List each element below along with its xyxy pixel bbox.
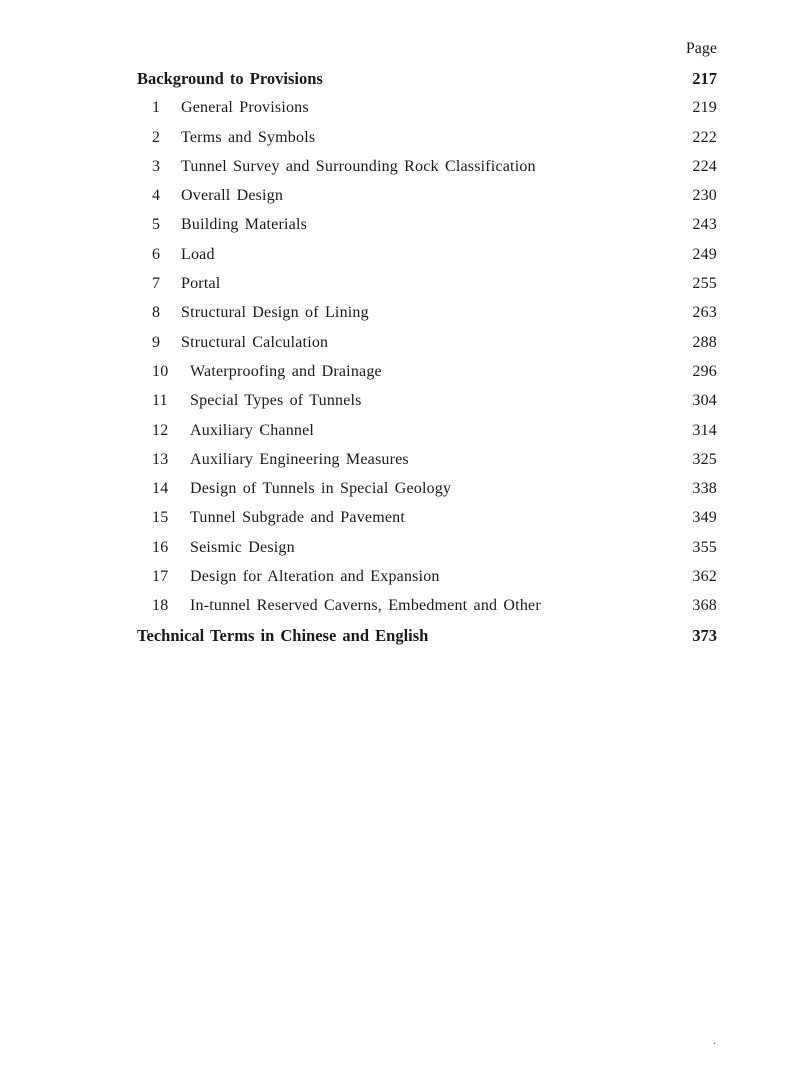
footer-mark: · <box>713 1036 716 1050</box>
toc-item[interactable] <box>137 361 717 390</box>
toc-page-number: 224 <box>692 157 717 175</box>
toc-item-number: 1 <box>152 99 161 117</box>
toc-item[interactable] <box>137 566 717 595</box>
toc-item-title: Load <box>181 245 215 263</box>
toc-item-number: 5 <box>152 216 161 234</box>
toc-item-title: General Provisions <box>181 99 309 117</box>
toc-page-number: 230 <box>692 187 717 205</box>
toc-section-title: Background to Provisions <box>137 69 323 88</box>
toc-item-number: 9 <box>152 333 161 351</box>
toc-item-title: Waterproofing and Drainage <box>190 362 382 380</box>
toc-page-number: 304 <box>692 392 717 410</box>
toc-item-title: Portal <box>181 275 221 293</box>
toc-item-title: Tunnel Subgrade and Pavement <box>190 509 405 527</box>
toc-item-number: 17 <box>152 568 169 586</box>
toc-item-number: 16 <box>152 538 169 556</box>
toc-item[interactable] <box>137 185 717 214</box>
toc-item-title: Design of Tunnels in Special Geology <box>190 480 452 498</box>
toc-item-number: 10 <box>152 362 169 380</box>
toc-item[interactable] <box>137 478 717 507</box>
toc-item[interactable] <box>137 595 717 624</box>
toc-item-title: Design for Alteration and Expansion <box>190 568 440 586</box>
toc-item-number: 13 <box>152 450 169 468</box>
toc-item-number: 2 <box>152 128 161 146</box>
toc-page-number: 249 <box>692 245 717 263</box>
toc-item-title: Structural Design of Lining <box>181 304 369 322</box>
toc-page-number: 325 <box>692 450 717 468</box>
toc-item[interactable] <box>137 273 717 302</box>
toc-item-number: 18 <box>152 597 169 615</box>
toc-item-number: 14 <box>152 480 169 498</box>
toc-section-background[interactable] <box>137 68 717 97</box>
toc-item-title: Terms and Symbols <box>181 128 316 146</box>
toc-page-number: 219 <box>692 99 717 117</box>
toc-page-number: 355 <box>692 538 717 556</box>
toc-item-number: 8 <box>152 304 161 322</box>
table-of-contents <box>137 68 717 654</box>
toc-section-technical-terms[interactable] <box>137 625 717 654</box>
toc-section-title: Technical Terms in Chinese and English <box>137 625 429 645</box>
toc-item[interactable] <box>137 97 717 126</box>
toc-item-number: 6 <box>152 245 161 263</box>
toc-item-number: 7 <box>152 275 161 293</box>
toc-item[interactable] <box>137 537 717 566</box>
toc-item[interactable] <box>137 449 717 478</box>
toc-item-title: Seismic Design <box>190 538 295 556</box>
toc-item-title: Auxiliary Channel <box>190 421 315 439</box>
toc-item-title: Overall Design <box>181 187 284 205</box>
toc-item[interactable] <box>137 156 717 185</box>
toc-item-title: Special Types of Tunnels <box>190 392 362 410</box>
toc-page-number: 222 <box>692 128 717 146</box>
toc-item-number: 3 <box>152 157 161 175</box>
toc-page-number: 243 <box>692 216 717 234</box>
toc-page-number: 338 <box>692 480 717 498</box>
toc-page-number: 296 <box>692 362 717 380</box>
toc-item-number: 4 <box>152 187 161 205</box>
toc-item-title: Auxiliary Engineering Measures <box>190 450 409 468</box>
toc-item[interactable] <box>137 390 717 419</box>
page-column-label: Page <box>685 40 717 57</box>
toc-item[interactable] <box>137 507 717 536</box>
toc-item-number: 11 <box>152 392 168 410</box>
toc-page-number: 368 <box>692 597 717 615</box>
toc-page-number: 255 <box>692 275 717 293</box>
toc-page-number: 263 <box>692 304 717 322</box>
toc-item-number: 15 <box>152 509 169 527</box>
toc-page-number: 314 <box>692 421 717 439</box>
toc-item[interactable] <box>137 420 717 449</box>
toc-item[interactable] <box>137 214 717 243</box>
toc-item-title: Tunnel Survey and Surrounding Rock Classification <box>181 157 536 175</box>
toc-item-title: Building Materials <box>181 216 308 234</box>
toc-item[interactable] <box>137 332 717 361</box>
toc-page-number: 373 <box>692 625 717 645</box>
toc-page-number: 362 <box>692 568 717 586</box>
toc-item[interactable] <box>137 302 717 331</box>
toc-item[interactable] <box>137 127 717 156</box>
toc-page-number: 288 <box>692 333 717 351</box>
toc-page-number: 349 <box>692 509 717 527</box>
toc-item-number: 12 <box>152 421 169 439</box>
toc-item-title: Structural Calculation <box>181 333 329 351</box>
toc-item-title: In-tunnel Reserved Caverns, Embedment and Other <box>190 597 541 615</box>
toc-page-number: 217 <box>692 69 717 88</box>
toc-item[interactable] <box>137 244 717 273</box>
